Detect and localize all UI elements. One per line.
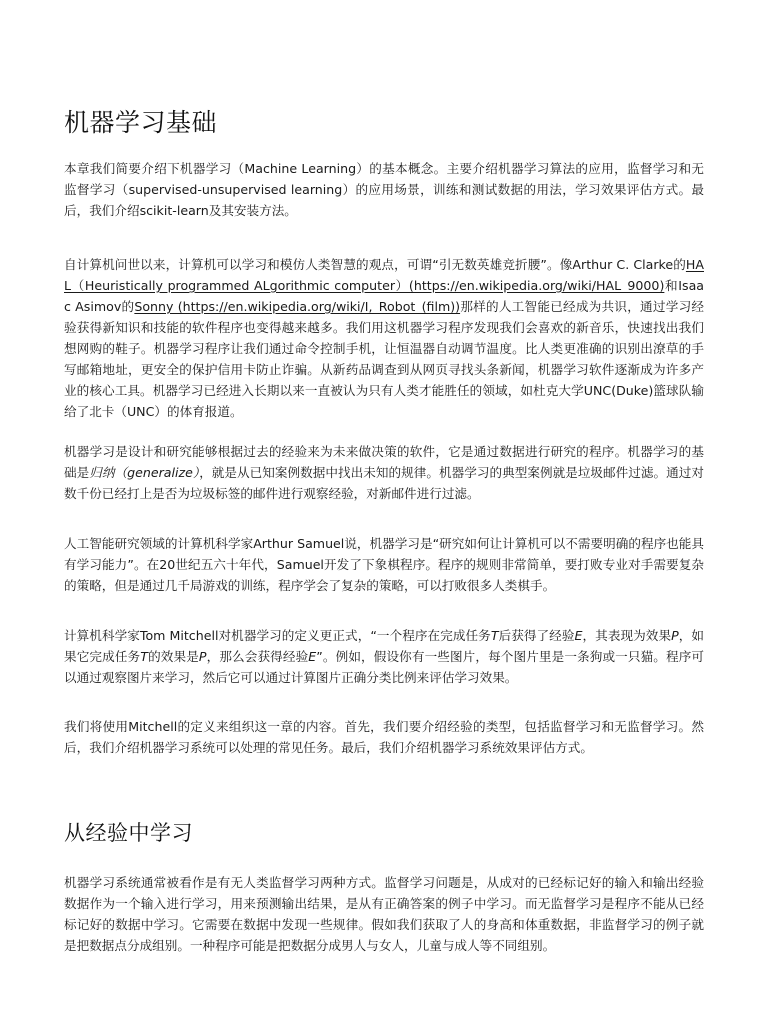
mitchell-text-7: ”。例如，假设你有一些图片，每个图片里是一条狗或一只猫。程序可以通过观察图片来学习，然后它可以通过计算图片正确分类比例来评估学习效果。 xyxy=(64,649,705,685)
mitchell-paragraph xyxy=(64,625,704,688)
mitchell-text-4: ，如果它完成任务 xyxy=(64,628,705,664)
var-performance: P xyxy=(671,628,679,643)
chapter-outline-paragraph: 我们将使用Mitchell的定义来组织这一章的内容。首先，我们要介绍经验的类型，包括监督学习和无监督学习。然后，我们介绍机器学习系统可以处理的常见任务。最后，我们介绍机器学习系统效果评估方式。 xyxy=(64,719,704,755)
section-heading: 从经验中学习 xyxy=(64,821,193,845)
var-experience: E xyxy=(574,628,583,643)
history-text-3: 那样的人工智能已经成为共识，通过学习经验获得新知识和技能的软件程序也变得越来越多。我们用这机器学习程序发现我们会喜欢的新音乐，快速找出我们想网购的鞋子。机器学习程序让我们通过命令控制手机，让恒温器自动调节温度。比人类更准确的识别出潦草的手写邮箱地址，更安全的保护信用卡防止诈骗。从新药品调查到从网页寻找头条新闻，机器学习软件逐渐成为许多产业的核心工具。机器学习已经进入长期以来一直被认为只有人类才能胜任的领域，如杜克大学UNC(Duke)篮球队输给了北卡（UNC）的体育报道。 xyxy=(64,299,705,419)
definition-text-2: ，就是从已知案例数据中找出未知的规律。机器学习的典型案例就是垃圾邮件过滤。通过对数千份已经打上是否为垃圾标签的邮件进行观察经验，对新邮件进行过滤。 xyxy=(64,465,704,501)
var-task-2: T xyxy=(140,649,148,664)
page-title: 机器学习基础 xyxy=(64,108,218,137)
history-text-2: 和Isaac Asimov的 xyxy=(64,278,705,314)
history-text-1: 自计算机问世以来，计算机可以学习和模仿人类智慧的观点，可谓“引无数英雄竞折腰”。像Arthur C. Clarke的 xyxy=(64,257,686,272)
samuel-paragraph: 人工智能研究领域的计算机科学家Arthur Samuel说，机器学习是“研究如何让计算机可以不需要明确的程序也能具有学习能力”。在20世纪五六十年代，Samuel开发了下象棋程序。程序的规则非常简单，要打败专业对手需要复杂的策略，但是通过几千局游戏的训练，程序学会了复杂的策略，可以打败很多人类棋手。 xyxy=(64,536,704,593)
var-performance-2: P xyxy=(198,649,207,664)
var-task: T xyxy=(490,628,499,643)
history-paragraph xyxy=(64,254,704,422)
var-experience-2: E xyxy=(308,649,317,664)
mitchell-text-6: ，那么会获得经验 xyxy=(206,649,309,664)
mitchell-text-5: 的效果是 xyxy=(147,649,199,664)
hal-link[interactable]: HAL（Heuristically programmed ALgorithmic computer）(https://en.wikipedia.org/wiki/HAL_9000) xyxy=(64,257,704,293)
mitchell-text-3: ，其表现为效果 xyxy=(582,628,672,643)
definition-text-1: 机器学习是设计和研究能够根据过去的经验来为未来做决策的软件，它是通过数据进行研究的程序。机器学习的基础是 xyxy=(64,444,704,480)
sonny-link[interactable]: Sonny (https://en.wikipedia.org/wiki/I,_Robot_(film)) xyxy=(134,299,461,314)
definition-paragraph xyxy=(64,441,704,504)
mitchell-text-2: 后获得了经验 xyxy=(498,628,575,643)
mitchell-text-1: 计算机科学家Tom Mitchell对机器学习的定义更正式，“一个程序在完成任务 xyxy=(64,628,491,643)
supervised-paragraph: 机器学习系统通常被看作是有无人类监督学习两种方式。监督学习问题是，从成对的已经标记好的输入和输出经验数据作为一个输入进行学习，用来预测输出结果，是从有正确答案的例子中学习。而无监督学习是程序不能从已经标记好的数据中学习。它需要在数据中发现一些规律。假如我们获取了人的身高和体重数据，非监督学习的例子就是把数据点分成组别。一种程序可能是把数据分成男人与女人，儿童与成人等不同组别。 xyxy=(64,875,704,953)
intro-paragraph: 本章我们简要介绍下机器学习（Machine Learning）的基本概念。主要介绍机器学习算法的应用，监督学习和无监督学习（supervised-unsupervised learning）的应用场景，训练和测试数据的用法，学习效果评估方式。最后，我们介绍scikit-learn及其安装方法。 xyxy=(64,161,704,218)
generalize-term: 归纳（generalize） xyxy=(89,465,200,480)
